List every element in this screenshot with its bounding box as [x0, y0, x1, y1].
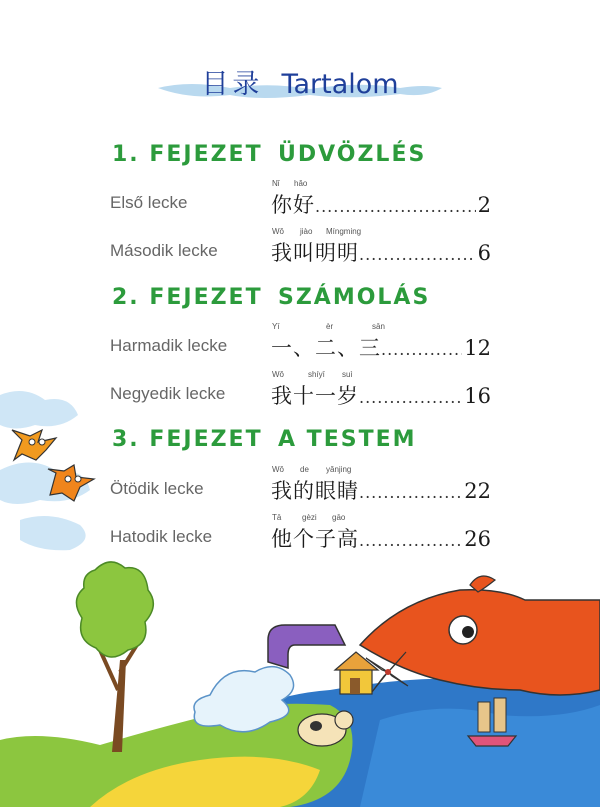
lesson-pinyin — [272, 227, 361, 236]
dot-leader — [359, 241, 476, 265]
chapter-3-name: A TESTEM — [278, 427, 417, 452]
lesson-pinyin — [272, 179, 307, 188]
dot-leader — [359, 479, 462, 503]
chapter-3-number: 3. FEJEZET — [112, 427, 263, 452]
tree-icon — [76, 562, 153, 752]
lesson-pinyin — [272, 513, 345, 522]
lesson-hanzi: 他个子高 — [271, 527, 359, 551]
pinyin-syllable: suì — [342, 370, 353, 379]
page-number: 12 — [464, 336, 491, 360]
lesson-label[interactable]: Hatodik lecke — [110, 527, 213, 546]
pipe — [268, 625, 345, 668]
page-number: 16 — [464, 384, 491, 408]
pinyin-syllable: Nǐ — [272, 179, 280, 188]
sky-clouds — [0, 391, 90, 550]
page-number: 2 — [477, 193, 491, 217]
toc-entry[interactable] — [271, 475, 491, 505]
lesson-label[interactable]: Második lecke — [110, 241, 218, 260]
lesson-pinyin — [272, 465, 351, 474]
pinyin-syllable: èr — [326, 322, 334, 331]
pinyin-syllable: yǎnjing — [326, 465, 352, 474]
lesson-label[interactable]: Első lecke — [110, 193, 188, 212]
lesson-label[interactable]: Negyedik lecke — [110, 384, 226, 403]
toc-entry[interactable] — [271, 380, 491, 410]
lesson-hanzi: 一、二、三 — [271, 336, 381, 360]
pinyin-syllable: Wǒ — [272, 227, 284, 236]
page-title — [150, 62, 450, 101]
lesson-hanzi: 我的眼睛 — [271, 479, 359, 503]
page-number: 6 — [477, 241, 491, 265]
lesson-label[interactable]: Harmadik lecke — [110, 336, 228, 355]
dot-leader — [359, 384, 462, 408]
lesson-hanzi: 我叫明明 — [271, 241, 359, 265]
title-hungarian: Tartalom — [281, 69, 399, 100]
lesson-label[interactable]: Ötödik lecke — [110, 479, 204, 498]
chapter-1-name: ÜDVÖZLÉS — [278, 142, 427, 167]
pinyin-syllable: jiào — [300, 227, 313, 236]
lesson-hanzi: 你好 — [271, 193, 315, 217]
pinyin-syllable: Yī — [272, 322, 280, 331]
pinyin-syllable: gāo — [332, 513, 346, 522]
toc-entry[interactable] — [271, 332, 491, 362]
title-banner — [150, 58, 450, 108]
pinyin-syllable: shíyī — [308, 370, 325, 379]
pinyin-syllable: de — [300, 465, 309, 474]
dot-leader — [359, 527, 462, 551]
chapter-1-number: 1. FEJEZET — [112, 142, 263, 167]
chapter-2-number: 2. FEJEZET — [112, 285, 263, 310]
lesson-hanzi: 我十一岁 — [271, 384, 359, 408]
lesson-pinyin — [272, 322, 385, 331]
bird-icon — [12, 430, 56, 460]
dot-leader — [381, 336, 462, 360]
chapter-2-name: SZÁMOLÁS — [278, 285, 431, 310]
page-number: 22 — [464, 479, 491, 503]
toc-entry[interactable] — [271, 237, 491, 267]
pinyin-syllable: Míngming — [326, 227, 362, 236]
toc-entry[interactable] — [271, 189, 491, 219]
pinyin-syllable: gèzi — [302, 513, 317, 522]
pinyin-syllable: Wǒ — [272, 465, 284, 474]
page-number: 26 — [464, 527, 491, 551]
dot-leader — [315, 193, 476, 217]
pinyin-syllable: Tā — [272, 513, 282, 522]
house-icon — [335, 652, 378, 694]
lesson-pinyin — [272, 370, 353, 379]
pinyin-syllable: hǎo — [294, 179, 308, 188]
pinyin-syllable: sān — [372, 322, 385, 331]
toc-entry[interactable] — [271, 523, 491, 553]
title-chinese: 目录 — [201, 69, 264, 100]
pinyin-syllable: Wǒ — [272, 370, 284, 379]
